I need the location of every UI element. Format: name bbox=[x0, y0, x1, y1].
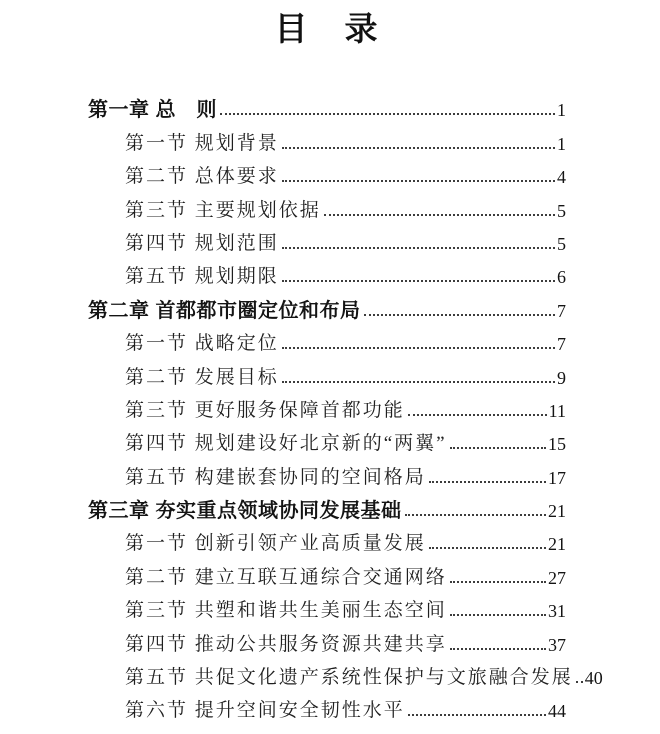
toc-entry-page: 40 bbox=[584, 668, 603, 689]
dot-leader bbox=[426, 524, 548, 557]
dot-leader bbox=[321, 190, 557, 223]
toc-entry-label: 第二节 总体要求 bbox=[125, 166, 279, 188]
toc-entry-page: 4 bbox=[557, 167, 566, 188]
toc-entry-label: 第四节 规划建设好北京新的“两翼” bbox=[125, 433, 447, 455]
toc-list bbox=[88, 90, 603, 724]
dot-leader bbox=[279, 357, 557, 390]
toc-entry-label: 第四节 推动公共服务资源共建共享 bbox=[125, 633, 447, 655]
toc-entry-chapter bbox=[88, 491, 566, 524]
toc-entry-page: 5 bbox=[557, 200, 566, 221]
toc-entry-page: 37 bbox=[548, 634, 566, 655]
toc-entry-page: 21 bbox=[548, 501, 566, 522]
toc-entry-page: 9 bbox=[557, 367, 566, 388]
toc-entry-page: 27 bbox=[548, 567, 566, 588]
toc-entry-page: 21 bbox=[548, 534, 566, 555]
toc-entry-section bbox=[88, 123, 566, 156]
toc-entry-page: 15 bbox=[548, 434, 566, 455]
toc-entry-page: 44 bbox=[548, 701, 566, 722]
dot-leader bbox=[447, 591, 548, 624]
toc-entry-label: 第三节 更好服务保障首都功能 bbox=[125, 399, 405, 421]
toc-entry-section bbox=[88, 557, 566, 590]
toc-entry-section bbox=[88, 624, 566, 657]
toc-entry-chapter bbox=[88, 90, 566, 123]
dot-leader bbox=[405, 391, 549, 424]
dot-leader bbox=[447, 424, 548, 457]
toc-entry-label: 第五节 规划期限 bbox=[125, 266, 279, 288]
dot-leader bbox=[279, 157, 557, 190]
toc-entry-label: 第二节 建立互联互通综合交通网络 bbox=[125, 566, 447, 588]
toc-entry-page: 1 bbox=[557, 100, 566, 121]
toc-entry-page: 7 bbox=[557, 334, 566, 355]
dot-leader bbox=[405, 691, 548, 724]
toc-entry-page: 5 bbox=[557, 233, 566, 254]
toc-entry-section bbox=[88, 391, 566, 424]
toc-entry-label: 第二章 首都都市圈定位和布局 bbox=[88, 299, 361, 322]
dot-leader bbox=[402, 491, 548, 524]
toc-entry-section bbox=[88, 658, 603, 691]
toc-entry-page: 11 bbox=[548, 400, 566, 421]
toc-entry-page: 1 bbox=[557, 133, 566, 154]
toc-entry-chapter bbox=[88, 290, 566, 323]
dot-leader bbox=[279, 257, 557, 290]
toc-entry-label: 第五节 共促文化遗产系统性保护与文旅融合发展 bbox=[125, 667, 573, 689]
toc-entry-page: 7 bbox=[557, 300, 566, 321]
toc-entry-label: 第一节 创新引领产业高质量发展 bbox=[125, 533, 426, 555]
toc-entry-section bbox=[88, 424, 566, 457]
dot-leader bbox=[573, 658, 585, 691]
toc-entry-section bbox=[88, 524, 566, 557]
toc-entry-label: 第一节 战略定位 bbox=[125, 333, 279, 355]
toc-entry-section bbox=[88, 457, 566, 490]
toc-entry-label: 第六节 提升空间安全韧性水平 bbox=[125, 700, 405, 722]
dot-leader bbox=[279, 224, 557, 257]
toc-entry-section bbox=[88, 157, 566, 190]
toc-entry-section bbox=[88, 257, 566, 290]
toc-entry-label: 第一章 总 则 bbox=[88, 99, 218, 122]
dot-leader bbox=[447, 557, 548, 590]
toc-entry-label: 第二节 发展目标 bbox=[125, 366, 279, 388]
dot-leader bbox=[217, 90, 557, 123]
dot-leader bbox=[279, 324, 557, 357]
dot-leader bbox=[279, 123, 557, 156]
dot-leader bbox=[426, 457, 548, 490]
toc-entry-section bbox=[88, 591, 566, 624]
toc-entry-section bbox=[88, 190, 566, 223]
toc-entry-page: 6 bbox=[557, 267, 566, 288]
toc-entry-label: 第一节 规划背景 bbox=[125, 132, 279, 154]
toc-entry-section bbox=[88, 691, 566, 724]
toc-entry-label: 第三章 夯实重点领域协同发展基础 bbox=[88, 500, 402, 523]
toc-entry-section bbox=[88, 357, 566, 390]
dot-leader bbox=[447, 624, 548, 657]
page-title: 目 录 bbox=[274, 12, 380, 48]
toc-entry-label: 第三节 共塑和谐共生美丽生态空间 bbox=[125, 600, 447, 622]
toc-entry-label: 第四节 规划范围 bbox=[125, 232, 279, 254]
toc-entry-page: 17 bbox=[548, 467, 566, 488]
toc-entry-section bbox=[88, 324, 566, 357]
toc-entry-section bbox=[88, 224, 566, 257]
toc-entry-label: 第三节 主要规划依据 bbox=[125, 199, 321, 221]
toc-entry-page: 31 bbox=[548, 601, 566, 622]
toc-entry-label: 第五节 构建嵌套协同的空间格局 bbox=[125, 466, 426, 488]
dot-leader bbox=[361, 290, 557, 323]
